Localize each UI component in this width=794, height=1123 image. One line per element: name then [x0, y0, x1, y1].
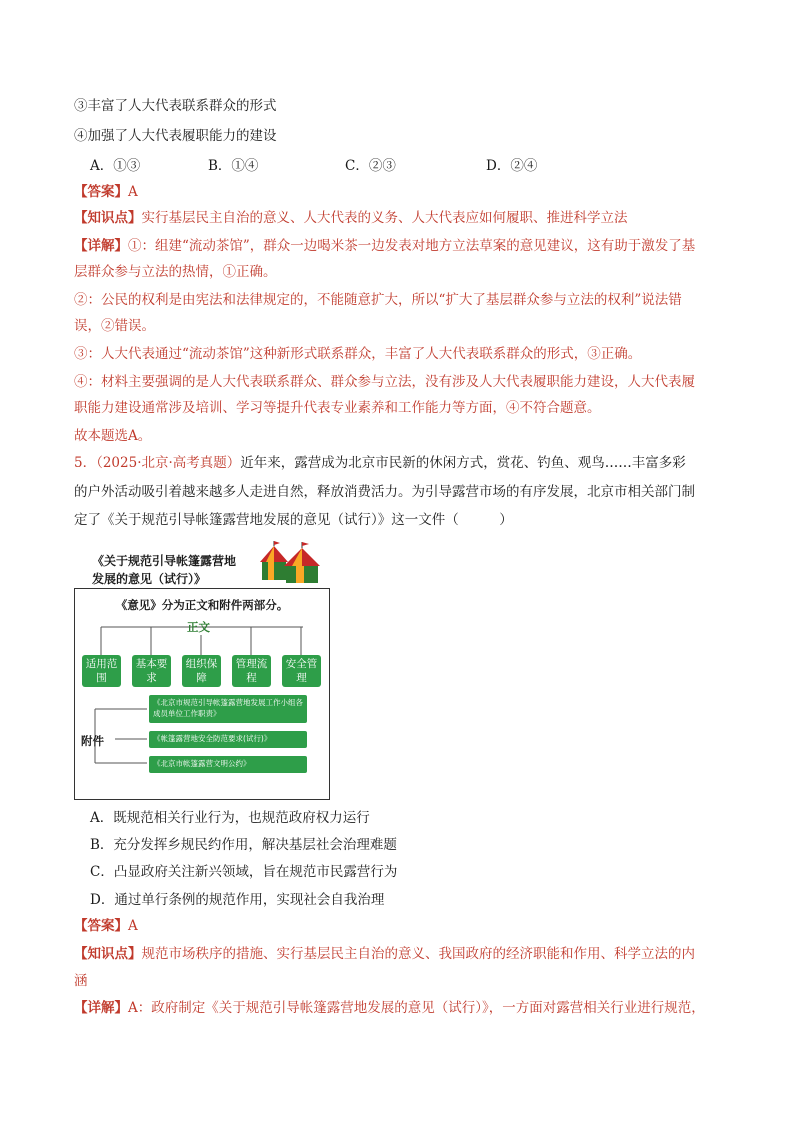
q5-source: 5．（2025·北京·高考真题）	[74, 455, 241, 471]
q5-figure	[74, 540, 334, 802]
q4-option-b: B．①④	[208, 158, 259, 174]
q4-statement-3: ③丰富了人大代表联系群众的形式	[74, 98, 277, 114]
q4-detail-4a: ④：材料主要强调的是人大代表联系群众、群众参与立法，没有涉及人大代表履职能力建设，人大代表履	[74, 374, 695, 390]
knowledge-label: 【知识点】	[74, 210, 142, 226]
main-text-label: 正文	[187, 620, 210, 634]
detail-text: A：政府制定《关于规范引导帐篷露营地发展的意见（试行）》，一方面对露营相关行业进行规范，	[128, 1000, 705, 1016]
q5-choice-c: C．凸显政府关注新兴领域，旨在规范市民露营行为	[90, 864, 398, 880]
figure-heading: 《意见》分为正文和附件两部分。	[115, 598, 289, 612]
detail-text: ①：组建“流动茶馆”，群众一边喝米茶一边发表对地方立法草案的意见建议，这有助于激发了基	[128, 238, 696, 254]
main-box-safety: 安全管理	[282, 655, 321, 687]
q4-detail-2b: 误，②错误。	[74, 318, 155, 334]
figure-title-line1: 《关于规范引导帐篷露营地	[92, 554, 237, 568]
figure-title-line2: 发展的意见（试行）》	[92, 572, 207, 586]
q5-knowledge-point-2: 涵	[74, 973, 88, 989]
q4-detail-1b: 层群众参与立法的热情，①正确。	[74, 264, 277, 280]
detail-label: 【详解】	[74, 238, 128, 254]
q5-stem-text: 近年来，露营成为北京市民新的休闲方式，赏花、钓鱼、观鸟……丰富多彩	[240, 455, 686, 471]
q5-stem-1	[74, 453, 734, 473]
main-box-requirements: 基本要求	[132, 655, 171, 687]
q4-detail-4b: 职能力建设通常涉及培训、学习等提升代表专业素养和工作能力等方面，④不符合题意。	[74, 400, 601, 416]
answer-label: 【答案】	[74, 918, 128, 934]
circus-tent-icon	[256, 540, 328, 584]
q4-detail-1a	[74, 236, 734, 256]
figure-diagram	[74, 588, 330, 800]
main-box-scope: 适用范围	[82, 655, 121, 687]
q5-stem-2: 的户外活动吸引着越来越多人走进自然，释放消费活力。为引导露营市场的有序发展，北京市相关部门制	[74, 484, 695, 500]
attachment-3: 《北京市帐篷露营文明公约》	[149, 756, 307, 773]
q4-knowledge-point	[74, 208, 734, 228]
main-box-process: 管理流程	[232, 655, 271, 687]
q4-answer	[74, 182, 734, 202]
q5-stem-3: 定了《关于规范引导帐篷露营地发展的意见（试行）》这一文件（ ）	[74, 512, 513, 528]
knowledge-text: 实行基层民主自治的意义、人大代表的义务、人大代表应如何履职、推进科学立法	[141, 210, 628, 226]
detail-label: 【详解】	[74, 1000, 128, 1016]
attachment-1: 《北京市规范引导帐篷露营地发展工作小组各成员单位工作职责》	[149, 695, 307, 723]
attachment-label: 附件	[81, 734, 104, 748]
q4-option-a: A．①③	[90, 158, 141, 174]
q4-option-c: C．②③	[345, 158, 396, 174]
q4-option-d: D．②④	[486, 158, 538, 174]
q5-choice-d: D．通过单行条例的规范作用，实现社会自我治理	[90, 892, 385, 908]
q5-detail	[74, 998, 734, 1018]
knowledge-label: 【知识点】	[74, 946, 142, 962]
answer-value: A	[128, 184, 138, 200]
figure-title	[92, 552, 236, 588]
q4-statement-4: ④加强了人大代表履职能力的建设	[74, 128, 277, 144]
main-box-organization: 组织保障	[182, 655, 221, 687]
q5-answer	[74, 916, 734, 936]
q4-detail-2a: ②：公民的权利是由宪法和法律规定的，不能随意扩大，所以“扩大了基层群众参与立法的权利”说法错	[74, 292, 682, 308]
q4-detail-3: ③：人大代表通过“流动茶馆”这种新形式联系群众，丰富了人大代表联系群众的形式，③正确。	[74, 346, 642, 362]
q4-conclusion: 故本题选A。	[74, 428, 152, 444]
q5-choice-a: A．既规范相关行业行为，也规范政府权力运行	[90, 810, 370, 826]
attachment-2: 《帐篷露营地安全防范要求(试行)》	[149, 731, 307, 748]
answer-value: A	[128, 918, 138, 934]
q5-knowledge-point-1	[74, 944, 734, 964]
answer-label: 【答案】	[74, 184, 128, 200]
knowledge-text: 规范市场秩序的措施、实行基层民主自治的意义、我国政府的经济职能和作用、科学立法的内	[141, 946, 695, 962]
q5-choice-b: B．充分发挥乡规民约作用，解决基层社会治理难题	[90, 837, 397, 853]
